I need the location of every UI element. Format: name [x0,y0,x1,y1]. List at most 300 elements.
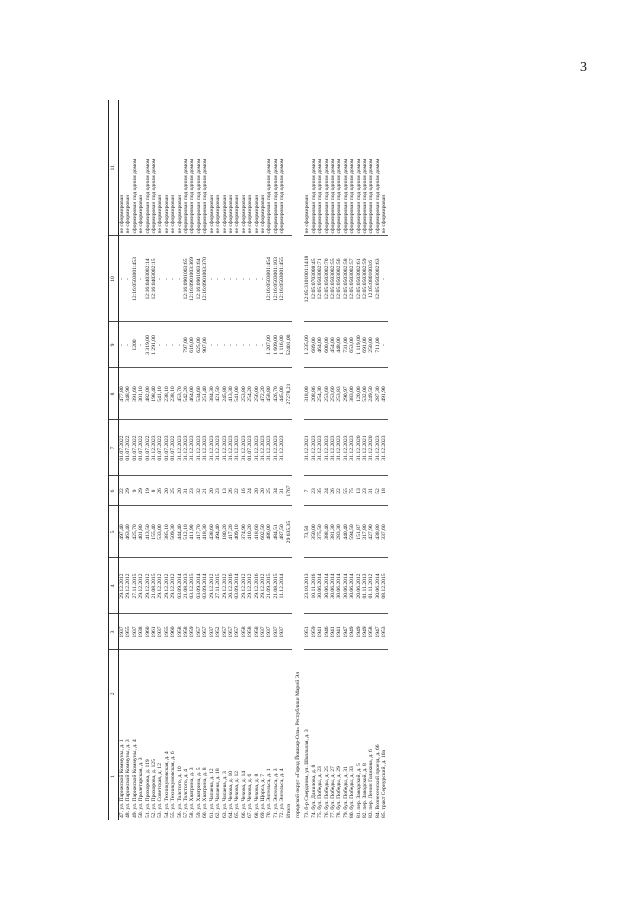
table-cell: 29 [138,476,144,506]
table-cell: 30.06.2014 [317,558,323,614]
table-cell: 180,20 [222,506,228,558]
table-cell: 29.12.2012 [209,558,215,614]
table-cell: 31.12.2023 [279,420,285,476]
table-cell: 421,50 [215,368,221,420]
table-cell: 29.12.2012 [119,558,126,614]
table-cell: 440,40 [343,506,349,558]
table-cell: 251,40 [202,368,208,420]
table-cell: 486,00 [266,506,272,558]
table-cell: 12:05:3101001:1418 [304,236,310,322]
table-cell: 337,60 [381,506,387,558]
table-cell: 1937 [279,614,285,650]
table-cell: 1941 [330,614,336,650]
table-cell: 151,87 [356,506,362,558]
table-cell: 120,00 [356,368,362,420]
table-cell: - [125,236,131,322]
table-cell: 249,50 [368,368,374,420]
table-cell: 12:16:0503001:455 [279,236,285,322]
table-cell: 12:05:0703008:45 [311,236,317,322]
table-cell: 12:16:0901003:64 [196,236,202,322]
table-cell: - [247,236,253,322]
table-cell: 254,20 [247,368,253,420]
table-cell: 1958 [241,614,247,650]
table-cell: 85. тракт Сернурский, д. 10а [381,749,388,818]
table-cell: 484,51 [273,506,279,558]
table-cell: 463,40 [125,506,131,558]
table-cell: 79. бул. Победы, д. 31 [342,766,349,818]
table-cell: сформирован под одним домом [189,100,195,236]
table-cell: 76. бул. Победы, д. 25 [323,766,330,818]
table-cell: 21.08.2013 [183,558,189,614]
table-cell: 57. ул. Толстого, д. 4 [183,769,190,818]
table-cell: 494,40 [215,506,221,558]
table-cell: сформирован под одним домом [196,100,202,236]
table-cell: 59. ул. Хватрина, д. 5 [195,767,202,818]
table-cell: не сформирован [157,100,163,236]
table-cell: - [209,322,215,368]
table-cell: 62. ул. Чапаева, д. 18 [215,768,222,818]
table-cell: 25 [266,476,272,506]
table-cell: 1 609,00 [273,322,279,368]
table-cell: сформирован под одним домом [343,100,349,236]
table-cell: 534,60 [196,368,202,420]
table-cell: - [234,322,240,368]
table-cell: 541,00 [234,368,240,420]
table-cell: 78. бул. Победы, д. 29 [336,766,343,818]
table-cell: 616,00 [189,322,195,368]
table-cell: 24 [247,476,253,506]
table-cell: 1946 [324,614,330,650]
table-cell: 29.12.2012 [145,558,151,614]
table-cell: 1 235,00 [304,322,310,368]
table-cell: 18 [381,476,387,506]
table-cell: 12:16:0901003:65 [183,236,189,322]
table-cell: 01.07.2022 [145,420,151,476]
table-cell: 731,00 [343,322,349,368]
table-cell: 1955 [164,614,170,650]
table-cell: 12:16:0503001:454 [266,236,272,322]
table-cell: 01.11.2012 [368,558,374,614]
table-cell: сформирован под одним домом [336,100,342,236]
table-cell: 72. ул. Энгельса, д. 4 [279,768,286,818]
table-cell: не сформирован [170,100,176,236]
table-cell: 1960 [145,614,151,650]
table-cell: - [222,322,228,368]
table-cell: 477,80 [119,368,126,420]
table-cell: 31.12.2023 [183,420,189,476]
table-cell: сформирован под одним домом [266,100,272,236]
table-cell: не сформирован [228,100,234,236]
table-cell: 1941 [336,614,342,650]
table-cell: 19 [145,476,151,506]
col-number-5: 5 [109,506,119,558]
table-cell: - [222,236,228,322]
table-cell: 65. ул. Чехова, д. 12 [234,770,241,818]
table-cell: - [228,322,234,368]
table-cell: 30.06.2014 [349,558,355,614]
table-cell: 31.12.2023 [324,420,330,476]
table-cell: 21 [202,476,208,506]
col-number-6: 6 [109,476,119,506]
table-cell: не сформирован [260,100,266,236]
table-cell: 250,00 [368,322,374,368]
col-number-8: 8 [109,368,119,420]
table-cell: 21.08.2015 [273,558,279,614]
table-cell: 84. Вознесенский проезд, д. 66 [374,744,381,818]
table-cell: 625,00 [196,322,202,368]
table-cell: - [125,322,131,368]
table-cell: 1937 [273,614,279,650]
table-cell: 1953 [381,614,387,650]
table-cell: 12:16:0403002:14 [145,236,151,322]
table-cell: 01.07.2023 [164,420,170,476]
table-cell: 08.12.2015 [381,558,387,614]
table-cell: 1959 [311,614,317,650]
table-cell: 491,90 [381,368,387,420]
table-cell: 03.09.2014 [202,558,208,614]
table-cell: - [381,322,387,368]
table-cell: сформирован под одним домом [356,100,362,236]
table-cell: - [215,236,221,322]
table-cell: - [177,236,183,322]
table-cell: 29.12.2012 [247,558,253,614]
table-cell: 418,60 [254,506,260,558]
table-cell: 61. ул. Чапаева, д. 12 [208,768,215,818]
table-cell: 03.12.2015 [189,558,195,614]
table-cell: - [234,236,240,322]
table-cell: 30.06.2014 [336,558,342,614]
total-col9: 52401,00 [286,322,292,368]
table-cell: 74. бул. Данилова, д. 8 [310,764,317,818]
rows-top [119,100,286,820]
table-cell: 348,90 [125,368,131,420]
table-cell: 01.07.2022 [132,420,138,476]
table-cell: - [254,236,260,322]
table-cell: не сформирован [241,100,247,236]
table-cell: 1937 [266,614,272,650]
table-cell: 31.12.2023 [151,420,157,476]
group-row [292,100,304,820]
table-cell: 1947 [343,614,349,650]
table-cell: 1938 [138,614,144,650]
table-cell: 31.12.2023 [215,420,221,476]
table-cell: 51. ул. Прохорова, д. 119 [144,759,151,818]
table-cell: 26 [228,476,234,506]
table-cell: 1937 [209,614,215,650]
header-row [109,100,119,820]
table-cell: сформирован под одним домом [362,100,368,236]
table-cell: 238,10 [170,368,176,420]
table-cell: 287,30 [375,368,381,420]
table-cell: 31.12.2023 [273,420,279,476]
table-cell: 31.12.2023 [222,420,228,476]
table-cell: 409,10 [234,506,240,558]
total-col5: 29 035,35 [286,506,292,558]
table-cell: 198,40 [151,368,157,420]
table-cell: 1949 [356,614,362,650]
table-cell: 472,20 [260,368,266,420]
table-cell: 31.12.2023 [228,420,234,476]
table-cell: 797,00 [183,322,189,368]
table-cell: 23 [311,476,317,506]
table-cell: 31.12.2023 [202,420,208,476]
col-number-3: 3 [109,614,119,650]
table-cell: 512,10 [183,506,189,558]
table-cell: 34 [273,476,279,506]
table-cell: 77. бул. Победы, д. 27 [330,766,336,818]
table-cell: не сформирован [304,100,310,236]
table-cell: 22 [336,476,342,506]
table-cell: 12:16:0403002:15 [151,236,157,322]
table-cell: 290,97 [343,368,349,420]
table-cell: 7 [304,476,310,506]
table-cell: 1 207,00 [266,322,272,368]
table-cell: 11.12.2014 [279,558,285,614]
table-cell: 01.07.2022 [119,420,126,476]
table-cell: сформирован под одним домом [317,100,323,236]
table-cell: 31.12.2023 [234,420,240,476]
table-cell: 448,00 [336,322,342,368]
table-cell: 1947 [375,614,381,650]
table-cell: 9 [132,476,138,506]
table-row [381,100,387,820]
table-cell: 413,30 [228,368,234,420]
table-cell: 29.12.2012 [241,558,247,614]
table-cell: 31.12.2023 [260,420,266,476]
table-cell: 12:16:0503001:103 [273,236,279,322]
table-cell: - [260,236,266,322]
table-cell: 458,80 [266,368,272,420]
table-cell: 30.06.2014 [375,558,381,614]
table-cell: - [170,236,176,322]
table-cell: 600,00 [324,322,330,368]
table-cell: 21.08.2015 [151,558,157,614]
table-cell: 26 [157,476,163,506]
table-cell: 29.12.2016 [254,558,260,614]
table-cell: 66. ул. Чехова, д. 14 [240,770,247,818]
table-cell: 384,30 [209,368,215,420]
table-cell: - [177,322,183,368]
table-cell: не сформирован [177,100,183,236]
table-cell: 70. ул. Энгельса, д. 1 [266,768,273,818]
table-cell: 1958 [368,614,374,650]
table-cell: 155,40 [151,506,157,558]
table-cell: 1961 [151,614,157,650]
col-number-9: 9 [109,322,119,368]
table-cell: - [215,322,221,368]
table-cell: 30.06.2014 [324,558,330,614]
table-cell: 318,00 [304,368,310,420]
table-cell: 208,86 [311,368,317,420]
table-cell: 1937 [132,614,138,650]
table-cell: 31.12.2023 [330,420,336,476]
table-cell: 23 [215,476,221,506]
table-cell: не сформирован [125,100,131,236]
table-cell: 31.12.2023 [209,420,215,476]
table-cell: 23 [189,476,195,506]
table-cell: 50. ул. Пролетарская, д. 3 [138,757,145,818]
table-cell: сформирован под одним домом [132,100,138,236]
table-cell: 69. ул. Щорса, д. 7 [259,773,266,818]
total-col8: 27278,21 [286,368,292,420]
table-cell: 16 [241,476,247,506]
table-cell: 1960 [170,614,176,650]
table-cell: 21.09.2015 [266,558,272,614]
table-cell: 75 [349,476,355,506]
table-cell: 12:16:0503001:453 [132,236,138,322]
table-cell: 31.12.2023 [254,420,260,476]
table-cell: 1958 [183,614,189,650]
table-cell: 31 [279,476,285,506]
table-cell: 1937 [260,614,266,650]
table-cell: 31.12.2023 [336,420,342,476]
table-cell: - [164,236,170,322]
table-cell: 01.07.2022 [138,420,144,476]
table-cell: 253,83 [336,368,342,420]
table-cell: 12:05:0503002:59 [362,236,368,322]
table-cell: 1957 [196,614,202,650]
table-cell: 391,60 [132,368,138,420]
table-cell: 29.12.2012 [260,558,266,614]
table-cell: 31.12.2021 [362,420,368,476]
table-cell: - [138,236,144,322]
table-cell: не сформирован [247,100,253,236]
table-cell: 30.06.2014 [343,558,349,614]
table-cell: 26 [330,476,336,506]
table-cell: 542,20 [183,368,189,420]
table-cell: 60. ул. Хватрина, д. 8 [202,767,209,818]
table-cell: 48. ул. Парижской Коммуны, д. 3 [125,739,132,818]
table-cell: 12:05:0503002:57 [349,236,355,322]
table-cell: 71. ул. Энгельса, д. 3 [272,768,279,818]
table-cell: сформирован под одним домом [183,100,189,236]
table-cell: не сформирован [381,100,387,236]
total-col6: 1767 [286,476,292,506]
table-cell: 1 116,00 [279,322,285,368]
table-cell: 426,70 [273,368,279,420]
table-cell: 410,20 [247,506,253,558]
table-cell: - [119,322,126,368]
table-cell: 1941 [317,614,323,650]
table-cell: 1955 [125,614,131,650]
table-cell: 487,50 [279,506,285,558]
table-cell: 417,70 [196,506,202,558]
table-cell: 238,10 [164,368,170,420]
table-cell: 12:05:0503002:61 [356,236,362,322]
table-cell: 1957 [222,614,228,650]
table-cell: 245,80 [222,368,228,420]
table-cell: 32 [196,476,202,506]
table-cell: 454,00 [330,322,336,368]
table-cell: 907,00 [202,322,208,368]
table-cell: 383,00 [349,368,355,420]
table-cell: 63. ул. Чапаева, д. 3 [221,771,228,818]
table-cell: 381,30 [330,506,336,558]
table-cell: 31.12.2020 [368,420,374,476]
table-cell: 444,40 [177,506,183,558]
table-cell: 03.09.2014 [177,558,183,614]
table-cell: не сформирован [119,100,126,236]
table-cell: 541,10 [157,368,163,420]
table-cell: 388,40 [324,506,330,558]
table-cell: 594,50 [349,506,355,558]
table-cell: 20 [254,476,260,506]
table-cell: 82. пер. Заводской, д. 8 [362,763,369,818]
table-cell: не сформирован [164,100,170,236]
table-cell: 54. ул. Техникумовская, д. 4 [163,751,170,818]
table-cell: 413,50 [145,506,151,558]
table-cell: 31.12.2023 [266,420,272,476]
table-cell: - [247,322,253,368]
table-cell: - [241,236,247,322]
table-cell: 12:05:0503002:55 [330,236,336,322]
table-cell: 1 119,00 [356,322,362,368]
table-cell: 12:05:0503002:71 [317,236,323,322]
table-cell: 52 [375,476,381,506]
table-cell: 301,10 [138,368,144,420]
table-cell: 10.11.2016 [311,558,317,614]
table-cell: 29.12.2012 [157,558,163,614]
table-cell: 1 291,00 [151,322,157,368]
table-cell: 438,80 [375,506,381,558]
table-cell: 31 [183,476,189,506]
table-cell: 12:05:0801003:6 [368,236,374,322]
table-cell: 283,30 [336,506,342,558]
table-cell: 81. пер. Заводской, д. 5 [355,763,362,818]
table-cell: 385,10 [164,506,170,558]
table-cell: 31.12.2023 [343,420,349,476]
table-cell: 55. ул. Техникумовская, д. 6 [170,751,177,818]
table-cell: 73,50 [304,506,310,558]
table-cell: 711,00 [375,322,381,368]
table-cell: сформирован под одним домом [349,100,355,236]
table-cell: 03.09.2014 [196,558,202,614]
table-cell: 20 [164,476,170,506]
page-number: 3 [580,60,587,75]
table-cell: 602,50 [260,506,266,558]
table-cell: 374,90 [241,506,247,558]
table-cell: 22 [119,476,126,506]
col-number-7: 7 [109,420,119,476]
table-cell: 12:05:0503002:63 [375,236,381,322]
table-cell: 31.12.2023 [196,420,202,476]
table-row [119,100,126,820]
table-cell: не сформирован [209,100,215,236]
table-cell: 689,00 [311,322,317,368]
col-number-10: 10 [109,236,119,322]
table-cell: 27.11.2015 [215,558,221,614]
table-cell: сформирован под одним домом [202,100,208,236]
table-cell: 30.06.2014 [330,558,336,614]
table-cell: 29.12.2012 [170,558,176,614]
table-cell: 375,50 [317,506,323,558]
table-cell: 31.12.2020 [356,420,362,476]
table-cell: 64. ул. Чехова, д. 10 [227,770,234,818]
table-cell: - [260,322,266,368]
table-cell: 20.06.2012 [356,558,362,614]
table-cell: 80. бул. Победы, д. 33 [349,766,356,818]
table-cell: 29.12.2012 [138,558,144,614]
table-cell: 464,00 [189,368,195,420]
table-cell: 49. ул. Парижской Коммуны, д. 4 [131,739,138,818]
table-cell: 691,00 [362,322,368,368]
table-cell: 453,70 [177,368,183,420]
table-cell: сформирован под одним домом [330,100,336,236]
total-section [286,100,305,820]
table-cell: 29.12.2012 [125,558,131,614]
table-cell: 253,60 [330,368,336,420]
table-cell: не сформирован [234,100,240,236]
